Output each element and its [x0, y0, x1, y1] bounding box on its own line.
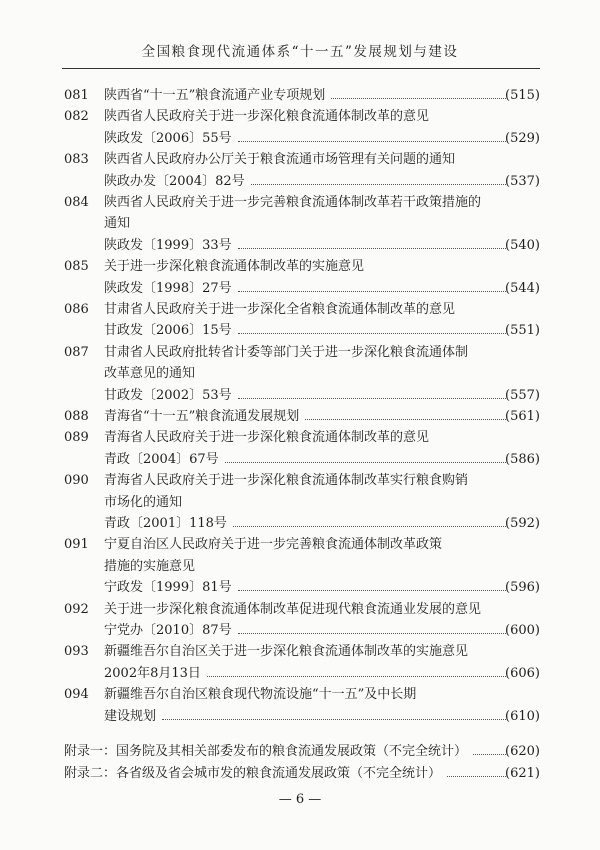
toc-entry-line — [0, 600, 600, 620]
toc-entry-text: 甘政发〔2006〕15号 — [104, 323, 232, 339]
toc-entry-text: 青海省人民政府关于进一步深化粮食流通体制改革的意见 — [104, 430, 430, 446]
leader-dots — [305, 418, 506, 420]
toc-entry-text: 宁政发〔1999〕81号 — [104, 580, 232, 596]
toc-entry-line — [0, 257, 600, 277]
toc-entry-number: 083 — [64, 152, 89, 168]
toc-entry-page: (610) — [505, 708, 540, 724]
leader-dots — [238, 140, 506, 142]
toc-entry-number: 085 — [64, 259, 89, 275]
toc-entry-text: 甘肃省人民政府关于进一步深化全省粮食流通体制改革的意见 — [104, 302, 456, 317]
toc-entry-line — [0, 86, 600, 106]
toc-entry-number: 090 — [64, 473, 89, 489]
toc-entry-line — [0, 578, 600, 598]
leader-dots — [238, 332, 506, 334]
toc-entry-line — [0, 172, 600, 192]
toc-entry-page: (592) — [505, 516, 540, 531]
toc-entry-text: 措施的实施意见 — [104, 558, 196, 574]
toc-entry-page: (529) — [505, 130, 540, 146]
toc-entry-text: 关于进一步深化粮食流通体制改革的实施意见 — [104, 259, 365, 275]
toc-entry-line — [0, 386, 600, 406]
toc-entry-page: (606) — [505, 665, 540, 681]
toc-entry-page: (586) — [505, 451, 540, 467]
leader-dots — [331, 97, 506, 99]
leader-dots — [233, 525, 506, 527]
toc-entry-line — [0, 450, 600, 470]
appendix-page: (621) — [505, 766, 540, 781]
toc-entry-number: 088 — [64, 409, 89, 424]
leader-dots — [225, 461, 506, 463]
toc-entry-text: 陕政发〔2006〕55号 — [104, 130, 232, 146]
toc-entry-text: 宁夏自治区人民政府关于进一步完善粮食流通体制改革政策 — [104, 537, 443, 553]
appendix-entry — [0, 742, 600, 762]
toc-entry-number: 093 — [64, 644, 89, 660]
toc-entry-line — [0, 642, 600, 662]
toc-entry-number: 092 — [64, 601, 89, 617]
toc-entry-number: 081 — [64, 88, 89, 103]
toc-entry-line — [0, 300, 600, 320]
toc-entry-text: 陕政办发〔2004〕82号 — [104, 173, 245, 189]
toc-entry-text: 通知 — [104, 216, 131, 232]
toc-entry-line — [0, 279, 600, 299]
toc-entry-page: (515) — [505, 88, 540, 103]
leader-dots — [238, 397, 506, 399]
leader-dots — [238, 632, 506, 634]
leader-dots — [238, 247, 506, 249]
toc-entry-line — [0, 514, 600, 534]
toc-entry-text: 2002年8月13日 — [104, 665, 201, 681]
toc-entry-number: 087 — [64, 344, 89, 360]
toc-entry-line — [0, 707, 600, 727]
leader-dots — [238, 290, 506, 292]
toc-entry-number: 082 — [64, 109, 89, 125]
toc-entry-line — [0, 535, 600, 555]
toc-entry-text: 建设规划 — [104, 708, 157, 724]
header-rule — [62, 68, 540, 69]
toc-entry-line — [0, 621, 600, 641]
toc-entry-text: 甘政发〔2002〕53号 — [104, 387, 232, 403]
leader-dots — [473, 753, 506, 755]
running-header: 全国粮食现代流通体系“十一五”发展规划与建设 — [141, 44, 459, 60]
toc-entry-line — [0, 664, 600, 684]
toc-entry-text: 陕西省人民政府关于进一步深化粮食流通体制改革的意见 — [104, 109, 430, 125]
toc-entry-text: 青政〔2001〕118号 — [104, 516, 227, 531]
appendix-label: 附录一：国务院及其相关部委发布的粮食流通发展政策（不完全统计） — [64, 744, 468, 759]
toc-entry-number: 091 — [64, 537, 89, 553]
toc-entry-text: 青政〔2004〕67号 — [104, 451, 219, 467]
toc-entry-page: (551) — [505, 323, 540, 339]
toc-entry-text: 新疆维吾尔自治区粮食现代物流设施“十一五”及中长期 — [104, 687, 417, 703]
toc-entry-text: 改革意见的通知 — [104, 366, 196, 382]
toc-entry-line — [0, 343, 600, 363]
toc-entry-number: 084 — [64, 195, 89, 210]
leader-dots — [238, 589, 506, 591]
toc-entry-number: 086 — [64, 302, 89, 317]
toc-entry-line — [0, 557, 600, 577]
toc-entry-line — [0, 428, 600, 448]
toc-entry-page: (557) — [505, 387, 540, 403]
toc-entry-line — [0, 214, 600, 234]
toc-entry-line — [0, 471, 600, 491]
toc-entry-page: (544) — [505, 280, 540, 296]
appendix-entry — [0, 764, 600, 784]
toc-entry-text: 宁党办〔2010〕87号 — [104, 623, 232, 638]
toc-entry-line — [0, 107, 600, 127]
appendix-label: 附录二：各省级及省会城市发的粮食流通发展政策（不完全统计） — [64, 766, 442, 781]
toc-entry-page: (561) — [505, 409, 540, 424]
toc-entry-number: 089 — [64, 430, 89, 446]
toc-entry-text: 陕政发〔1999〕33号 — [104, 237, 232, 253]
toc-entry-line — [0, 364, 600, 384]
toc-entry-page: (540) — [505, 237, 540, 253]
toc-entry-number: 094 — [64, 687, 89, 703]
leader-dots — [251, 183, 506, 185]
toc-entry-page: (596) — [505, 580, 540, 596]
toc-entry-text: 甘肃省人民政府批转省计委等部门关于进一步深化粮食流通体制 — [104, 344, 469, 360]
appendix-page: (620) — [505, 744, 540, 759]
toc-entry-text: 陕西省“十一五”粮食流通产业专项规划 — [104, 88, 326, 103]
toc-entry-text: 市场化的通知 — [104, 494, 183, 510]
toc-entry-text: 陕西省人民政府办公厅关于粮食流通市场管理有关问题的通知 — [104, 152, 456, 168]
toc-entry-line — [0, 407, 600, 427]
toc-entry-page: (600) — [505, 623, 540, 638]
toc-entry-text: 陕西省人民政府关于进一步完善粮食流通体制改革若干政策措施的 — [104, 195, 482, 210]
toc-entry-line — [0, 685, 600, 705]
toc-entry-line — [0, 236, 600, 256]
toc-entry-line — [0, 493, 600, 513]
toc-entry-text: 陕政发〔1998〕27号 — [104, 280, 232, 296]
toc-entry-line — [0, 129, 600, 149]
toc-entry-line — [0, 321, 600, 341]
toc-entry-text: 青海省人民政府关于进一步深化粮食流通体制改革实行粮食购销 — [104, 473, 469, 489]
page-number: — 6 — — [278, 792, 322, 807]
toc-entry-text: 青海省“十一五”粮食流通发展规划 — [104, 409, 300, 424]
toc-entry-line — [0, 193, 600, 213]
toc-entry-text: 关于进一步深化粮食流通体制改革促进现代粮食流通业发展的意见 — [104, 601, 482, 617]
toc-entry-text: 新疆维吾尔自治区关于进一步深化粮食流通体制改革的实施意见 — [104, 644, 469, 660]
leader-dots — [162, 718, 506, 720]
leader-dots — [447, 775, 506, 777]
toc-entry-page: (537) — [505, 173, 540, 189]
leader-dots — [207, 675, 506, 677]
toc-entry-line — [0, 150, 600, 170]
